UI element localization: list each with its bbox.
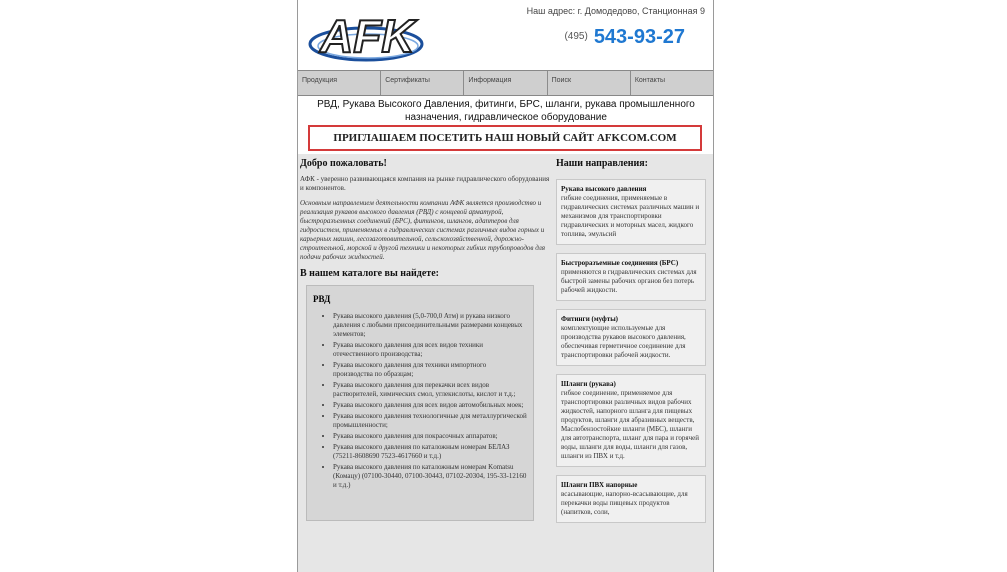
phone (564, 26, 685, 49)
header (298, 0, 713, 70)
direction-box-hoses[interactable] (556, 374, 706, 467)
direction-box-pvc[interactable] (556, 475, 706, 523)
tagline: РВД, Рукава Высокого Давления, фитинги, БРС, шланги, рукава промышленного назначения, гидравлическое оборудование (317, 99, 695, 123)
list-item: • Рукава высокого давления для всех видов техники отечественного производства; (333, 341, 527, 359)
top-nav (298, 70, 713, 96)
direction-box-fittings[interactable] (556, 309, 706, 366)
list-item: • Рукава высокого давления по каталожным номерам БЕЛАЗ (75211-8608690 7523-4617660 и т.д.) (333, 443, 527, 461)
welcome-title: Добро пожаловать! (300, 158, 387, 169)
nav-item-info[interactable]: Информация (464, 71, 547, 95)
welcome-paragraph-2: Основным направлением деятельности компании АФК является производство и реализация рукавов высокого давления (РВД) с концевой арматурой, быстроразъемных соединений (БРС), фитингов, шлангов, адаптеров для гидросистем, применяемых в гидравлических системах различных видов горных и карьерных машин, лесозаготовительной, сельскохозяйственной, дорожно-строительной, морской и другой техники и некоторых гибких трубопроводов для подачи рабочих жидкостей. (300, 199, 546, 261)
catalog-heading: В нашем каталоге вы найдете: (300, 268, 439, 279)
left-column (300, 154, 550, 521)
afk-logo[interactable] (306, 4, 426, 68)
address-text: Наш адрес: г. Домодедово, Станционная 9 (526, 6, 705, 16)
page-container (297, 0, 714, 572)
direction-text: гибкое соединение, применяемое для транспортировки различных видов рабочих жидкостей, напорного шланга для пищевых продуктов, шланги для абразивных веществ, Маслобензостойкие шланги (МБС), шланги для автотранспорта, шланг для пара и горячей воды, шланги для воды, шланги для газов, шланги из ПВХ и т.д. (561, 389, 700, 460)
list-item: • Рукава высокого давления по каталожным номерам Komatsu (Комацу) (07100-30440, 07100-30443, 07102-20304, 195-33-12160 и т.д.) (333, 463, 527, 490)
direction-name[interactable]: Фитинги (муфты) (561, 315, 619, 323)
nav-item-contacts[interactable]: Контакты (634, 77, 666, 84)
direction-text: всасывающие, напорно-всасывающие, для перекачки воды пищевых продуктов (напитков, соли, (561, 490, 688, 516)
nav-item-products[interactable]: Продукция (298, 71, 381, 95)
direction-text: комплектующие используемые для производства рукавов высокого давления, обеспечивая герметичное соединение для транспортировки рабочей жидкости. (561, 324, 686, 359)
list-item: • Рукава высокого давления для перекачки всех видов растворителей, химических смол, углекислоты, кислот и т.д.; (333, 381, 527, 399)
direction-name[interactable]: Быстроразъемные соединения (БРС) (561, 259, 679, 267)
catalog-title: РВД (313, 294, 331, 304)
directions-title: Наши направления: (556, 158, 649, 169)
list-item: • Рукава высокого давления (5,0-700,0 Атм) и рукава низкого давления с любыми присоединительными размерами концевых элементов; (333, 312, 527, 339)
list-item: • Рукава высокого давления для всех видов автомобильных моек; (333, 401, 527, 410)
direction-name[interactable]: Рукава высокого давления (561, 185, 647, 193)
nav-item-certificates[interactable]: Сертификаты (381, 71, 464, 95)
direction-box-brs[interactable] (556, 253, 706, 301)
direction-name[interactable]: Шланги (рукава) (561, 380, 616, 388)
catalog-box (306, 285, 534, 521)
direction-text: применяются в гидравлических системах для быстрой замены рабочих органов без потерь рабочей жидкости. (561, 268, 697, 294)
catalog-list (313, 312, 527, 490)
nav-item-search[interactable]: Поиск (548, 71, 631, 95)
welcome-paragraph-1: АФК - уверенно развивающаяся компания на рынке гидравлического оборудования и компонентов. (300, 175, 550, 192)
phone-code: (495) (564, 31, 588, 42)
list-item: • Рукава высокого давления технологичные для металлургической промышленности; (333, 412, 527, 430)
list-item: • Рукава высокого давления для покрасочных аппаратов; (333, 432, 527, 441)
direction-name[interactable]: Шланги ПВХ напорные (561, 481, 638, 489)
direction-box-rvd[interactable] (556, 179, 706, 245)
promo-banner[interactable]: ПРИГЛАШАЕМ ПОСЕТИТЬ НАШ НОВЫЙ САЙТ AFKCOM.COM (308, 125, 702, 151)
right-column (556, 154, 706, 531)
list-item: • Рукава высокого давления для техники импортного производства по образцам; (333, 361, 527, 379)
main-content (298, 154, 713, 572)
logo-text: AFK (320, 10, 415, 62)
phone-number: 543-93-27 (593, 26, 685, 48)
direction-text: гибкие соединения, применяемые в гидравлических системах различных машин и механизмов для транспортировки гидравлических и моторных масел, жидкого топлива, эмульсий (561, 194, 700, 238)
